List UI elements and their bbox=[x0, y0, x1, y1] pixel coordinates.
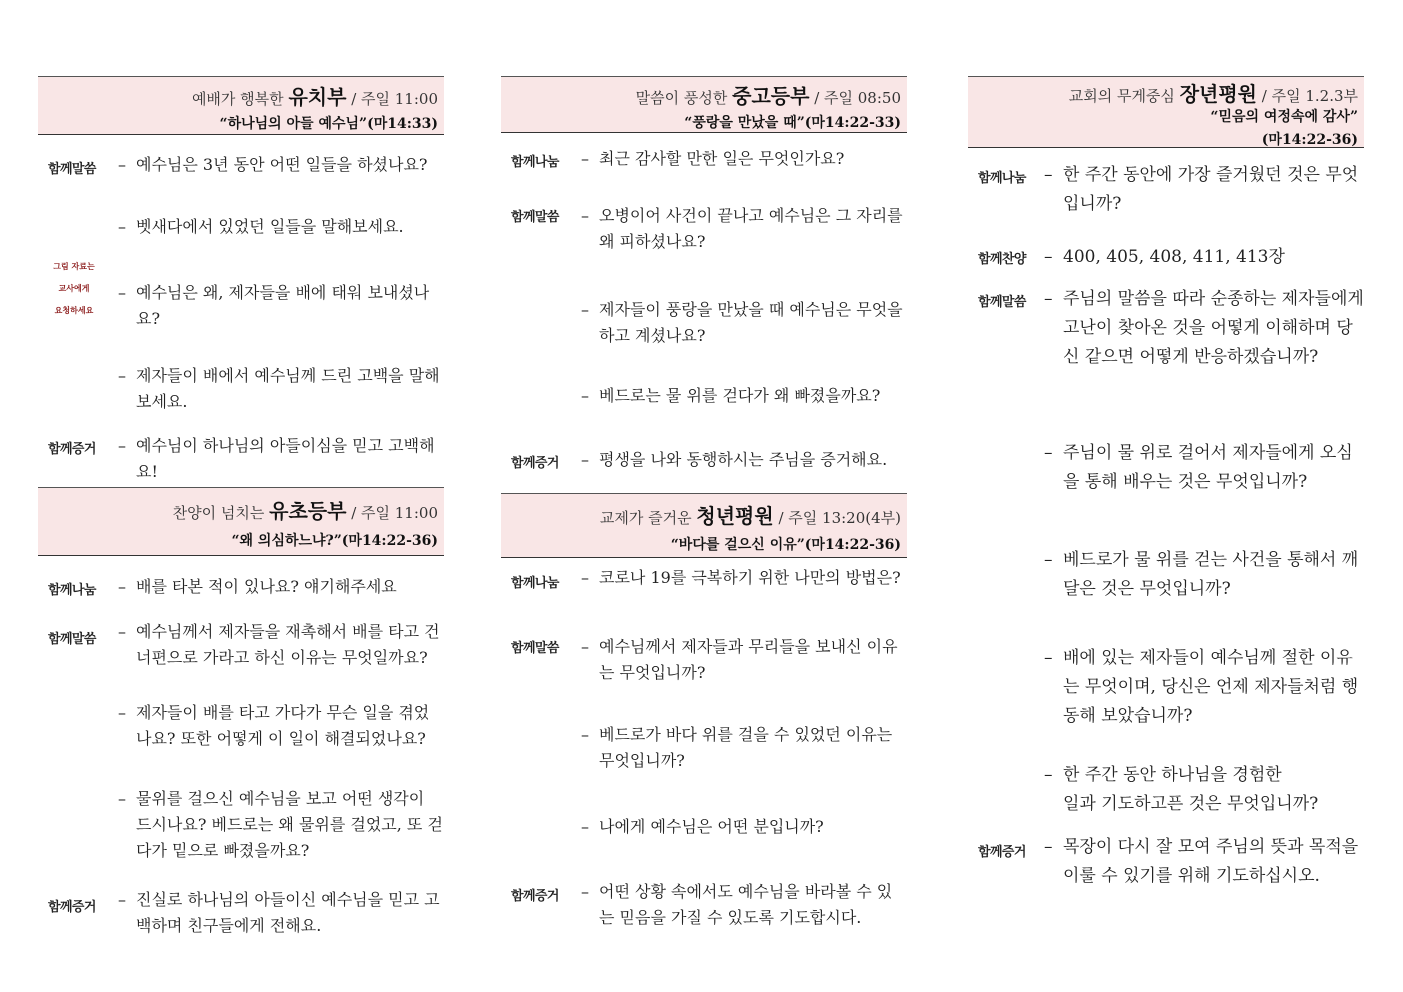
kinder-question-4-text: 제자들이 배에서 예수님께 드린 고백을 말해보세요. bbox=[136, 366, 440, 411]
youth-label-share: 함께나눔 bbox=[511, 155, 559, 170]
youth-question-1: – 오병이어 사건이 끝나고 예수님은 그 자리를 왜 피하셨나요? bbox=[581, 203, 907, 255]
young-witness: – 어떤 상황 속에서도 예수님을 바라볼 수 있는 믿음을 가질 수 있도록 기도합시다. bbox=[581, 879, 907, 931]
kinder-witness: – 예수님이 하나님의 아들이심을 믿고 고백해요! bbox=[118, 433, 444, 485]
elem-dept-name: 유초등부 bbox=[269, 499, 347, 523]
elem-question-1-text: 예수님께서 제자들을 재촉해서 배를 타고 건너편으로 가라고 하신 이유는 무엇일까요? bbox=[136, 622, 440, 667]
kinder-question-2: – 벳새다에서 있었던 일들을 말해보세요. bbox=[118, 214, 444, 240]
adult-question-3-text: 베드로가 물 위를 걷는 사건을 통해서 깨달은 것은 무엇입니까? bbox=[1063, 550, 1359, 599]
youth-share: – 최근 감사할 만한 일은 무엇인가요? bbox=[581, 146, 907, 172]
kinder-question-3-text: 예수님은 왜, 제자들을 배에 태워 보내셨나요? bbox=[136, 283, 430, 328]
youth-time: / 주일 08:50 bbox=[814, 89, 901, 107]
kinder-theme: “하나님의 아들 예수님”(마14:33) bbox=[219, 116, 438, 132]
adult-time: / 주일 1.2.3부 bbox=[1261, 87, 1358, 105]
note-line-3: 요청하세요 bbox=[54, 306, 94, 315]
adult-question-2: – 주님이 물 위로 걸어서 제자들에게 오심을 통해 배우는 것은 무엇입니까? bbox=[1044, 439, 1364, 497]
kinder-question-1: – 예수님은 3년 동안 어떤 일들을 하셨나요? bbox=[118, 152, 444, 178]
adult-label-word: 함께말씀 bbox=[978, 295, 1026, 310]
young-heading-pre: 교제가 즐거운 bbox=[599, 509, 692, 527]
elem-header bbox=[38, 487, 444, 556]
kinder-question-2-text: 벳새다에서 있었던 일들을 말해보세요. bbox=[136, 217, 404, 236]
young-dept-name: 청년평원 bbox=[696, 504, 774, 528]
young-theme: “바다를 걸으신 이유”(마14:22-36) bbox=[670, 537, 901, 553]
adult-witness: – 목장이 다시 잘 모여 주님의 뜻과 목적을 이룰 수 있기를 위해 기도하십시오. bbox=[1044, 833, 1364, 891]
youth-header bbox=[501, 76, 907, 133]
young-share-text: 코로나 19를 극복하기 위한 나만의 방법은? bbox=[599, 568, 901, 587]
young-question-3-text: 나에게 예수님은 어떤 분입니까? bbox=[599, 817, 824, 836]
adult-question-4: – 배에 있는 제자들이 예수님께 절한 이유는 무엇이며, 당신은 언제 제자들처럼 행동해 보았습니까? bbox=[1044, 644, 1364, 731]
note-line-2: 교사에게 bbox=[58, 284, 90, 293]
young-label-share: 함께나눔 bbox=[511, 576, 559, 591]
adult-theme: “믿음의 여정속에 감사” bbox=[1210, 109, 1358, 125]
kinder-heading-pre: 예배가 행복한 bbox=[191, 90, 284, 108]
kinder-heading bbox=[192, 81, 438, 110]
young-question-1-text: 예수님께서 제자들과 무리들을 보내신 이유는 무엇입니까? bbox=[599, 637, 898, 682]
adult-header bbox=[968, 76, 1364, 148]
adult-heading-pre: 교회의 무게중심 bbox=[1068, 87, 1175, 105]
kinder-question-3: – 예수님은 왜, 제자들을 배에 태워 보내셨나요? bbox=[118, 280, 444, 332]
elem-witness-text: 진실로 하나님의 아들이신 예수님을 믿고 고백하며 친구들에게 전해요. bbox=[136, 890, 440, 935]
young-time: / 주일 13:20(4부) bbox=[778, 509, 901, 527]
adult-dept-name: 장년평원 bbox=[1179, 82, 1257, 106]
young-label-word: 함께말씀 bbox=[511, 641, 559, 656]
adult-witness-text: 목장이 다시 잘 모여 주님의 뜻과 목적을 이룰 수 있기를 위해 기도하십시오. bbox=[1063, 837, 1359, 886]
elem-label-share: 함께나눔 bbox=[48, 583, 96, 598]
adult-question-3: – 베드로가 물 위를 걷는 사건을 통해서 깨달은 것은 무엇입니까? bbox=[1044, 546, 1364, 604]
youth-question-1-text: 오병이어 사건이 끝나고 예수님은 그 자리를 왜 피하셨나요? bbox=[599, 206, 903, 251]
adult-label-share: 함께나눔 bbox=[978, 171, 1026, 186]
kinder-dept-name: 유치부 bbox=[288, 85, 347, 109]
adult-heading bbox=[1069, 78, 1358, 107]
elem-question-2-text: 제자들이 배를 타고 가다가 무슨 일을 겪었나요? 또한 어떻게 이 일이 해결되었나요? bbox=[136, 703, 430, 748]
kinder-question-1-text: 예수님은 3년 동안 어떤 일들을 하셨나요? bbox=[136, 155, 428, 174]
adult-share: – 한 주간 동안에 가장 즐거웠던 것은 무엇입니까? bbox=[1044, 161, 1364, 219]
kinder-picture-note bbox=[48, 256, 100, 322]
kinder-label-witness: 함께증거 bbox=[48, 442, 96, 457]
adult-scripture-ref: (마14:22-36) bbox=[1261, 132, 1358, 148]
young-question-1: – 예수님께서 제자들과 무리들을 보내신 이유는 무엇입니까? bbox=[581, 634, 907, 686]
adult-question-1: – 주님의 말씀을 따라 순종하는 제자들에게 고난이 찾아온 것을 어떻게 이해하며 당신 같으면 어떻게 반응하겠습니까? bbox=[1044, 285, 1364, 372]
adult-question-5: – 한 주간 동안 하나님을 경험한 일과 기도하고픈 것은 무엇입니까? bbox=[1044, 765, 1319, 814]
youth-witness: – 평생을 나와 동행하시는 주님을 증거해요. bbox=[581, 447, 907, 473]
youth-label-word: 함께말씀 bbox=[511, 210, 559, 225]
youth-heading bbox=[636, 80, 901, 109]
youth-share-text: 최근 감사할 만한 일은 무엇인가요? bbox=[599, 149, 845, 168]
elem-witness: – 진실로 하나님의 아들이신 예수님을 믿고 고백하며 친구들에게 전해요. bbox=[118, 887, 444, 939]
elem-question-1: – 예수님께서 제자들을 재촉해서 배를 타고 건너편으로 가라고 하신 이유는 무엇일까요? bbox=[118, 619, 444, 671]
elem-question-3-text: 물위를 걸으신 예수님을 보고 어떤 생각이 드시나요? 베드로는 왜 물위를 걸었고, 또 걷다가 밑으로 빠졌을까요? bbox=[136, 789, 443, 860]
young-question-2: – 베드로가 바다 위를 걸을 수 있었던 이유는 무엇입니까? bbox=[581, 722, 907, 774]
youth-theme: “풍랑을 만났을 때”(마14:22-33) bbox=[684, 115, 901, 131]
elem-label-witness: 함께증거 bbox=[48, 900, 96, 915]
adult-question-2-text: 주님이 물 위로 걸어서 제자들에게 오심을 통해 배우는 것은 무엇입니까? bbox=[1063, 443, 1353, 492]
youth-heading-pre: 말씀이 풍성한 bbox=[635, 89, 728, 107]
adult-question-5-line-1: 한 주간 동안 하나님을 경험한 bbox=[1063, 765, 1282, 785]
elem-heading-pre: 찬양이 넘치는 bbox=[172, 504, 265, 522]
adult-question-5-line-2: 일과 기도하고픈 것은 무엇입니까? bbox=[1063, 794, 1319, 814]
adult-question-1-text: 주님의 말씀을 따라 순종하는 제자들에게 고난이 찾아온 것을 어떻게 이해하며 당신 같으면 어떻게 반응하겠습니까? bbox=[1063, 289, 1364, 367]
kinder-header bbox=[38, 76, 444, 135]
youth-witness-text: 평생을 나와 동행하시는 주님을 증거해요. bbox=[599, 450, 888, 469]
kinder-label-word: 함께말씀 bbox=[48, 162, 96, 177]
youth-dept-name: 중고등부 bbox=[732, 84, 810, 108]
young-share: – 코로나 19를 극복하기 위한 나만의 방법은? bbox=[581, 565, 907, 591]
youth-label-witness: 함께증거 bbox=[511, 456, 559, 471]
elem-question-3: – 물위를 걸으신 예수님을 보고 어떤 생각이 드시나요? 베드로는 왜 물위를 걸었고, 또 걷다가 밑으로 빠졌을까요? bbox=[118, 786, 444, 864]
young-heading bbox=[600, 500, 901, 529]
adult-share-text: 한 주간 동안에 가장 즐거웠던 것은 무엇입니까? bbox=[1063, 165, 1359, 214]
elem-label-word: 함께말씀 bbox=[48, 632, 96, 647]
kinder-question-4: – 제자들이 배에서 예수님께 드린 고백을 말해보세요. bbox=[118, 363, 444, 415]
elem-share-text: 배를 타본 적이 있나요? 얘기해주세요 bbox=[136, 577, 397, 596]
adult-hymns: – 400, 405, 408, 411, 413장 bbox=[1044, 243, 1364, 272]
young-question-3: – 나에게 예수님은 어떤 분입니까? bbox=[581, 814, 907, 840]
young-label-witness: 함께증거 bbox=[511, 889, 559, 904]
youth-question-2: – 제자들이 풍랑을 만났을 때 예수님은 무엇을 하고 계셨나요? bbox=[581, 297, 907, 349]
note-line-1: 그림 자료는 bbox=[53, 262, 95, 271]
elem-heading bbox=[173, 495, 438, 524]
young-question-2-text: 베드로가 바다 위를 걸을 수 있었던 이유는 무엇입니까? bbox=[599, 725, 893, 770]
kinder-time: / 주일 11:00 bbox=[351, 90, 438, 108]
elem-share: – 배를 타본 적이 있나요? 얘기해주세요 bbox=[118, 574, 444, 600]
elem-theme: “왜 의심하느냐?”(마14:22-36) bbox=[231, 533, 438, 549]
youth-question-3-text: 베드로는 물 위를 걷다가 왜 빠졌을까요? bbox=[599, 386, 881, 405]
youth-question-3: – 베드로는 물 위를 걷다가 왜 빠졌을까요? bbox=[581, 383, 907, 409]
adult-hymns-text: 400, 405, 408, 411, 413장 bbox=[1063, 247, 1285, 267]
adult-label-witness: 함께증거 bbox=[978, 845, 1026, 860]
adult-label-praise: 함께찬양 bbox=[978, 252, 1026, 267]
elem-question-2: – 제자들이 배를 타고 가다가 무슨 일을 겪었나요? 또한 어떻게 이 일이 해결되었나요? bbox=[118, 700, 444, 752]
young-witness-text: 어떤 상황 속에서도 예수님을 바라볼 수 있는 믿음을 가질 수 있도록 기도합시다. bbox=[599, 882, 893, 927]
elem-time: / 주일 11:00 bbox=[351, 504, 438, 522]
adult-question-4-text: 배에 있는 제자들이 예수님께 절한 이유는 무엇이며, 당신은 언제 제자들처럼 행동해 보았습니까? bbox=[1063, 648, 1359, 726]
youth-question-2-text: 제자들이 풍랑을 만났을 때 예수님은 무엇을 하고 계셨나요? bbox=[599, 300, 903, 345]
kinder-witness-text: 예수님이 하나님의 아들이심을 믿고 고백해요! bbox=[136, 436, 435, 481]
young-header bbox=[501, 493, 907, 558]
